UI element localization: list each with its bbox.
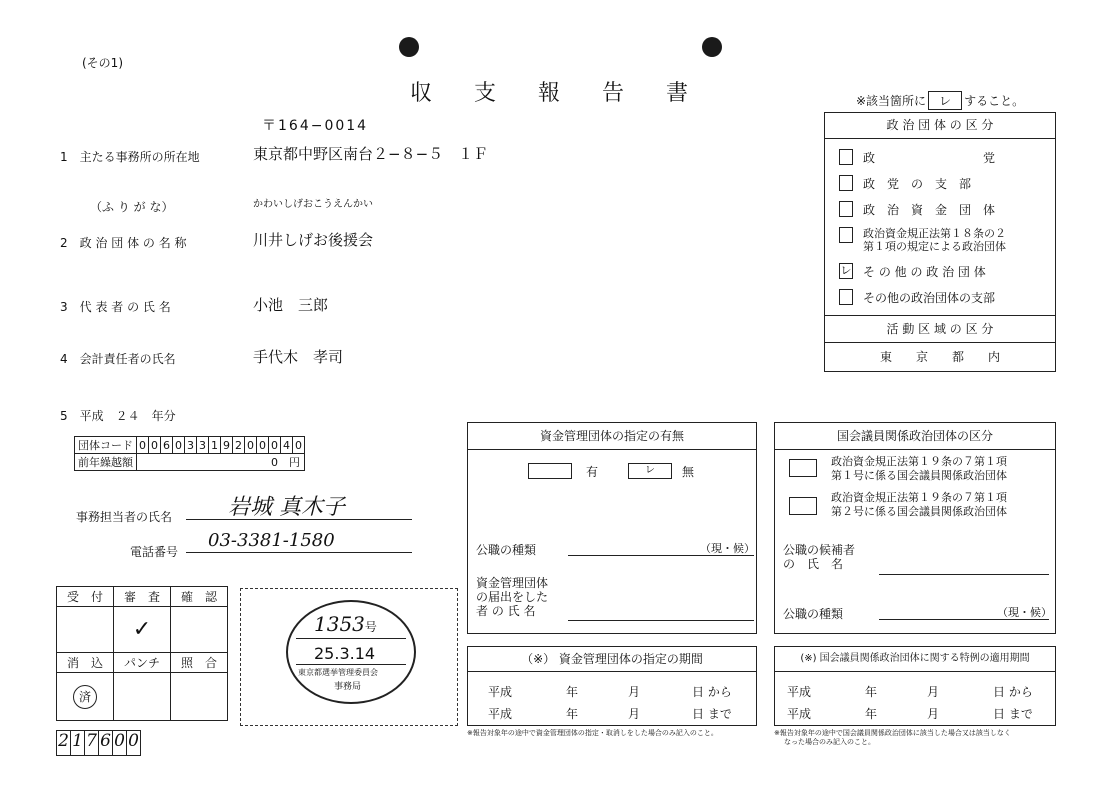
code-digit: 0 [137,437,149,454]
diet-option-1 [831,455,1007,483]
seal-cell [57,673,114,721]
period-day-to: 日 まで [692,707,732,721]
org-name-label: 2 政 治 団 体 の 名 称 [60,236,187,250]
stamp-cell [57,607,114,653]
notifier-label-2: の届出をした [476,590,549,604]
stamp-divider [296,638,406,639]
carry-value-cell [137,454,305,471]
id-number [56,730,141,756]
code-digit: 3 [197,437,209,454]
group-code-table [74,436,305,471]
special-note-2: なった場合のみ記入のこと。 [784,738,875,746]
group-code-block [74,436,305,471]
special-month: 月 [927,685,940,699]
org-class-options [825,139,1055,315]
phone-line [186,551,412,553]
stamp-header: パンチ [114,653,171,673]
period-box [467,646,757,726]
punch-hole-left [399,37,419,57]
code-digit: 1 [209,437,221,454]
option-label: 政 党 の 支 部 [863,177,972,191]
receipt-stamp [286,600,416,704]
stamp-header: 審 査 [114,587,171,607]
period-month: 月 [628,685,641,699]
stamp-grid-table [56,586,228,721]
option-label: そ の 他 の 政 治 団 体 [863,265,986,279]
carry-unit: 円 [289,456,300,469]
furigana-value: かわいしげおこうえんかい [253,199,373,210]
option-label: その他の政治団体の支部 [863,291,996,305]
special-note [774,729,1011,747]
no-label: 無 [682,465,695,479]
instruction-mark: レ [928,91,962,110]
option-checkbox-checked[interactable]: レ [840,264,852,277]
accountant-value: 手代木 孝司 [253,348,344,366]
postal-code: 〒164−0014 [262,118,369,134]
receipt-number [314,612,377,636]
code-digit: 0 [245,437,257,454]
phone-number: 03-3381-1580 [208,530,335,551]
punch-hole-right [702,37,722,57]
diet-option-checkbox[interactable] [789,459,817,477]
instruction [856,91,1024,110]
notifier-label-3: 者 の 氏 名 [476,604,536,618]
candidate-label-1: 公職の候補者 [783,543,856,557]
document-title [410,76,730,107]
seal-stamp: 済 [73,685,97,709]
code-digit: 3 [185,437,197,454]
period-month: 月 [628,707,641,721]
address-value: 東京都中野区南台２−８−５ １Ｆ [253,145,489,163]
org-class-box [824,112,1056,372]
code-digit: 0 [149,437,161,454]
period-era: 平成 [488,707,513,721]
option-checkbox[interactable] [839,227,853,243]
carry-label: 前年繰越額 [75,454,137,471]
stamp-grid [56,586,228,721]
option-label: 政 治 資 金 団 体 [863,203,996,217]
phone-label: 電話番号 [130,545,179,559]
special-header: (※) 国会議員関係政治団体に関する特例の適用期間 [775,647,1055,672]
notifier-line [568,619,754,621]
code-digit: 6 [161,437,173,454]
diet-office-label: 公職の種類 [783,607,844,621]
address-label: 1 主たる事務所の所在地 [60,150,200,164]
title-char: 報 [538,81,561,106]
option-checkbox[interactable] [839,289,853,305]
instruction-prefix: ※該当箇所に [856,94,927,108]
period-era: 平成 [488,685,513,699]
diet-class-header: 国会議員関係政治団体の区分 [775,423,1055,450]
special-year: 年 [865,707,878,721]
diet-option-1-line2: 第１号に係る国会議員関係政治団体 [831,469,1007,482]
id-digit: 2 [56,730,71,756]
candidate-label [783,543,855,571]
period-year: 年 [566,685,579,699]
code-digit: 9 [221,437,233,454]
diet-option-2-line2: 第２号に係る国会議員関係政治団体 [831,505,1007,518]
carry-value: 0 [271,456,278,469]
no-box[interactable]: レ [628,463,672,479]
special-era: 平成 [787,685,812,699]
form-number: (その1) [82,56,123,70]
notifier-label [476,576,548,618]
receipt-number-suffix: 号 [364,620,377,634]
code-digit: 0 [173,437,185,454]
id-digit: 0 [113,730,127,756]
special-month: 月 [927,707,940,721]
yes-label: 有 [586,465,599,479]
code-digit: 0 [257,437,269,454]
id-digit: 7 [85,730,99,756]
org-name-value: 川井しげお後援会 [253,231,374,249]
fund-office-suffix: （現・候） [700,542,755,555]
stamp-divider [296,664,406,665]
representative-label: 3 代 表 者 の 氏 名 [60,300,171,314]
title-char: 告 [602,81,625,106]
stamp-cell [171,607,228,653]
yes-box[interactable] [528,463,572,479]
code-digit: 0 [269,437,281,454]
option-checkbox[interactable] [839,201,853,217]
code-digit: 2 [233,437,245,454]
special-box [774,646,1056,726]
period-header: （※） 資金管理団体の指定の期間 [468,647,756,672]
receipt-date: 25.3.14 [314,644,376,663]
period-note: ※報告対象年の途中で資金管理団体の指定・取消しをした場合のみ記入のこと。 [467,729,718,737]
instruction-suffix: すること。 [964,94,1025,108]
diet-option-checkbox[interactable] [789,497,817,515]
title-char: 支 [474,81,497,106]
period-day-from: 日 から [692,685,732,699]
area-value: 東 京 都 内 [879,350,1000,364]
stamp-header: 受 付 [57,587,114,607]
diet-option-2 [831,491,1007,519]
clerk-label: 事務担当者の氏名 [76,510,173,524]
period-year: 年 [566,707,579,721]
diet-office-suffix: （現・候） [997,606,1052,619]
furigana-label: （ふ り が な） [90,200,174,214]
option-checkbox[interactable] [839,175,853,191]
receipt-org: 東京都選挙管理委員会 [298,668,378,677]
code-digit: 4 [281,437,293,454]
title-char: 書 [666,81,689,106]
receipt-office: 事務局 [334,682,362,692]
diet-class-box [774,422,1056,634]
notifier-label-1: 資金管理団体 [476,576,549,590]
id-digit: 1 [71,730,85,756]
special-era: 平成 [787,707,812,721]
stamp-check: ✓ [114,607,171,653]
fund-office-label: 公職の種類 [476,543,537,557]
fund-mgmt-header: 資金管理団体の指定の有無 [468,423,756,450]
org-class-header: 政 治 団 体 の 区 分 [825,113,1055,139]
diet-option-2-line1: 政治資金規正法第１９条の７第１項 [831,491,1007,504]
diet-option-1-line1: 政治資金規正法第１９条の７第１項 [831,455,1007,468]
code-digit: 0 [293,437,305,454]
title-char: 収 [410,81,433,106]
candidate-line [879,573,1049,575]
id-digit: 6 [99,730,113,756]
clerk-name: 岩城 真木子 [228,495,345,520]
stamp-header: 消 込 [57,653,114,673]
option-checkbox[interactable] [839,149,853,165]
special-day-to: 日 まで [993,707,1033,721]
id-digit: 0 [127,730,141,756]
receipt-number-value: 1353 [314,612,365,636]
stamp-header: 確 認 [171,587,228,607]
candidate-label-2: の 氏 名 [783,557,844,571]
stamp-header: 照 合 [171,653,228,673]
option-label: 政 党 [863,151,996,165]
stamp-cell [114,673,171,721]
accountant-label: 4 会計責任者の氏名 [60,352,176,366]
representative-value: 小池 三郎 [253,296,329,314]
code-label: 団体コード [75,437,137,454]
area-header: 活 動 区 域 の 区 分 [825,315,1055,343]
special-year: 年 [865,685,878,699]
special-note-1: ※報告対象年の途中で国会議員関係政治団体に該当した場合又は該当しなく [774,729,1011,737]
year-label: 5 平成 ２４ 年分 [60,409,176,423]
option-label-line2: 第１項の規定による政治団体 [863,240,1006,253]
fund-mgmt-box [467,422,757,634]
special-day-from: 日 から [993,685,1033,699]
stamp-cell [171,673,228,721]
option-label: 政治資金規正法第１８条の２ [863,227,1006,240]
